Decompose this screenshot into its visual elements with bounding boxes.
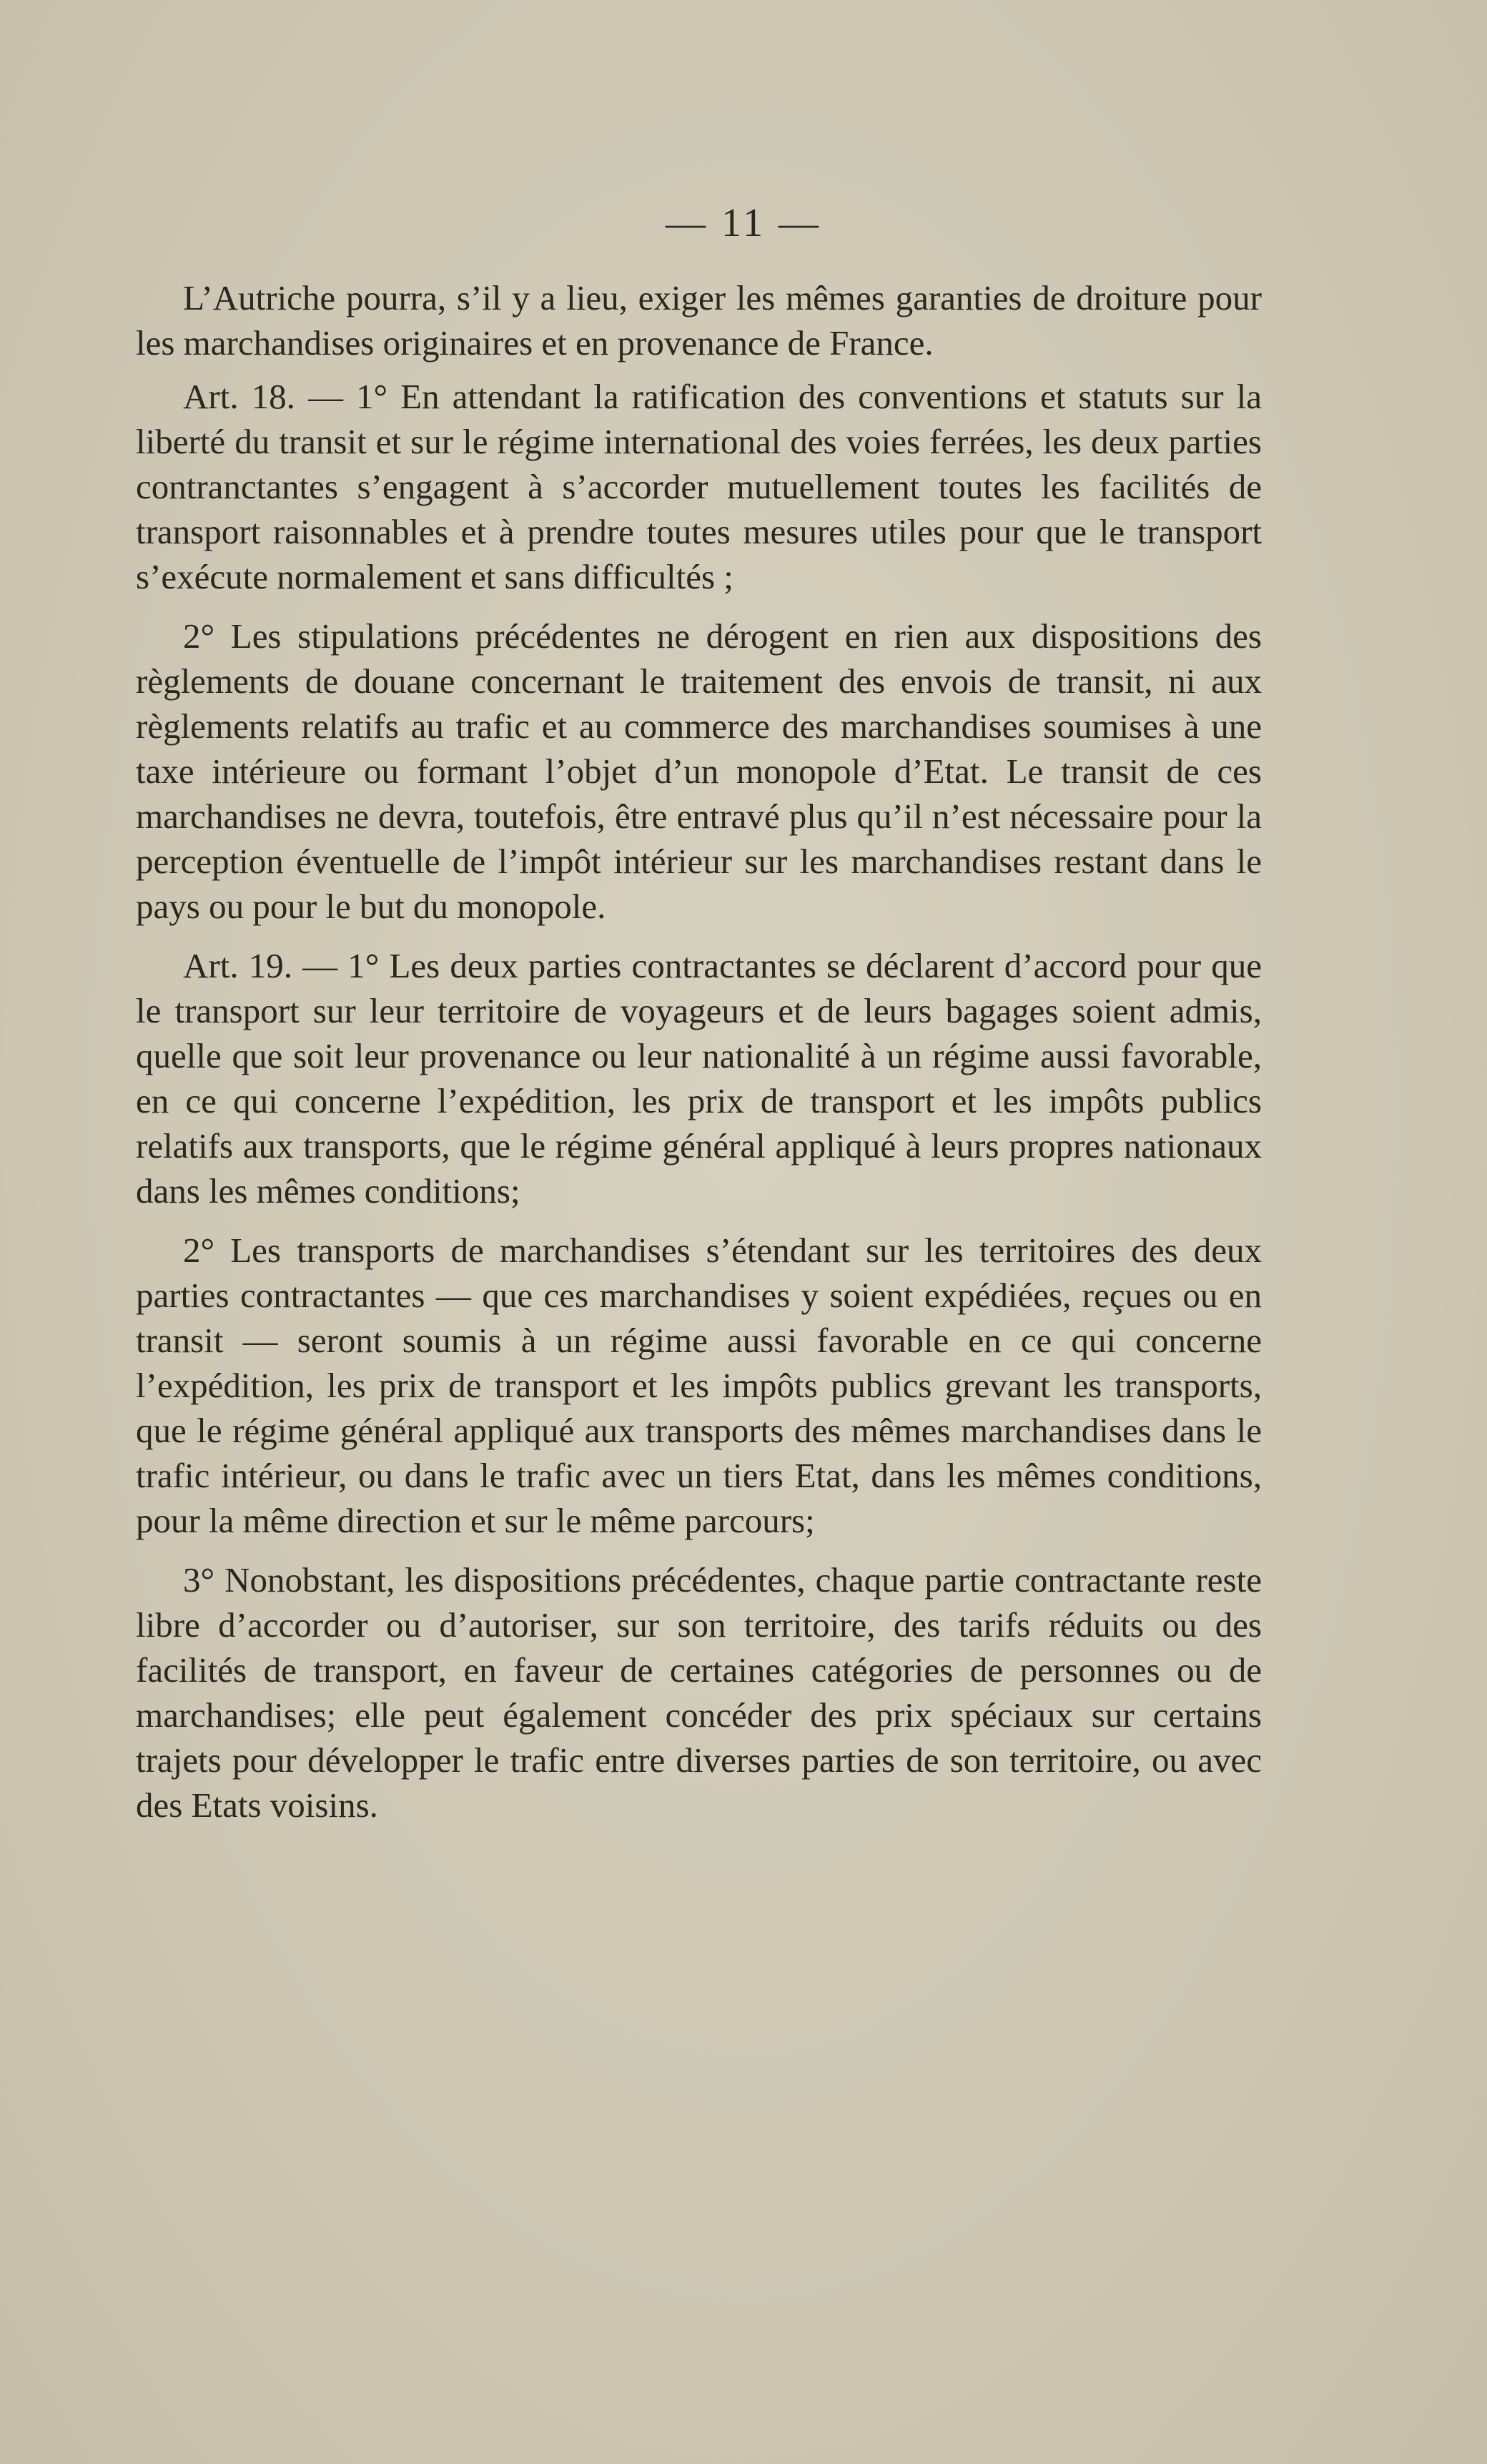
paragraph-art-19-3: 3° Nonobstant, les dispositions précédentes, chaque partie contractante reste libre d’accorder ou d’autoriser, sur son territoire, des tarifs réduits ou des facilités de transport, en faveur de certaines catégories de personnes ou de marchandises; elle peut également concéder des prix spéciaux sur certains trajets pour développer le trafic entre diverses parties de son territoire, ou avec des Etats voisins.	[136, 1560, 1262, 1825]
page-number: — 11 —	[666, 201, 821, 245]
paragraph-art-19-2: 2° Les transports de marchandises s’étendant sur les territoires des deux parties contractantes — que ces marchandises y soient expédiées, reçues ou en transit — seront soumis à un régime aussi favorable en ce qui concerne l’expédition, les prix de transport et les impôts publics grevant les transports, que le régime général appliqué aux transports des mêmes marchandises dans le trafic intérieur, ou dans le trafic avec un tiers Etat, dans les mêmes conditions, pour la même direction et sur le même parcours;	[136, 1231, 1262, 1540]
body-text	[136, 275, 1262, 1836]
paragraph-austria-guarantees: L’Autriche pourra, s’il y a lieu, exiger les mêmes garanties de droiture pour les marchandises originaires et en provenance de France.	[136, 278, 1262, 363]
paragraph-art-18-2: 2° Les stipulations précédentes ne dérogent en rien aux dispositions des règlements de douane concernant le traitement des envois de transit, ni aux règlements relatifs au trafic et au commerce des marchandises soumises à une taxe intérieure ou formant l’objet d’un monopole d’Etat. Le transit de ces marchandises ne devra, toutefois, être entravé plus qu’il n’est nécessaire pour la perception éventuelle de l’impôt intérieur sur les marchandises restant dans le pays ou pour le but du monopole.	[136, 616, 1262, 926]
paragraph-art-18-1: Art. 18. — 1° En attendant la ratification des conventions et statuts sur la liberté du transit et sur le régime international des voies ferrées, les deux parties contranctantes s’engagent à s’accorder mutuellement toutes les facilités de transport raisonnables et à prendre toutes mesures utiles pour que le transport s’exécute normalement et sans difficultés ;	[136, 377, 1262, 596]
paragraph-art-19-1: Art. 19. — 1° Les deux parties contractantes se déclarent d’accord pour que le transport sur leur territoire de voyageurs et de leurs bagages soient admis, quelle que soit leur provenance ou leur nationalité à un régime aussi favorable, en ce qui concerne l’expédition, les prix de transport et les impôts publics relatifs aux transports, que le régime général appliqué à leurs propres nationaux dans les mêmes conditions;	[136, 946, 1262, 1211]
